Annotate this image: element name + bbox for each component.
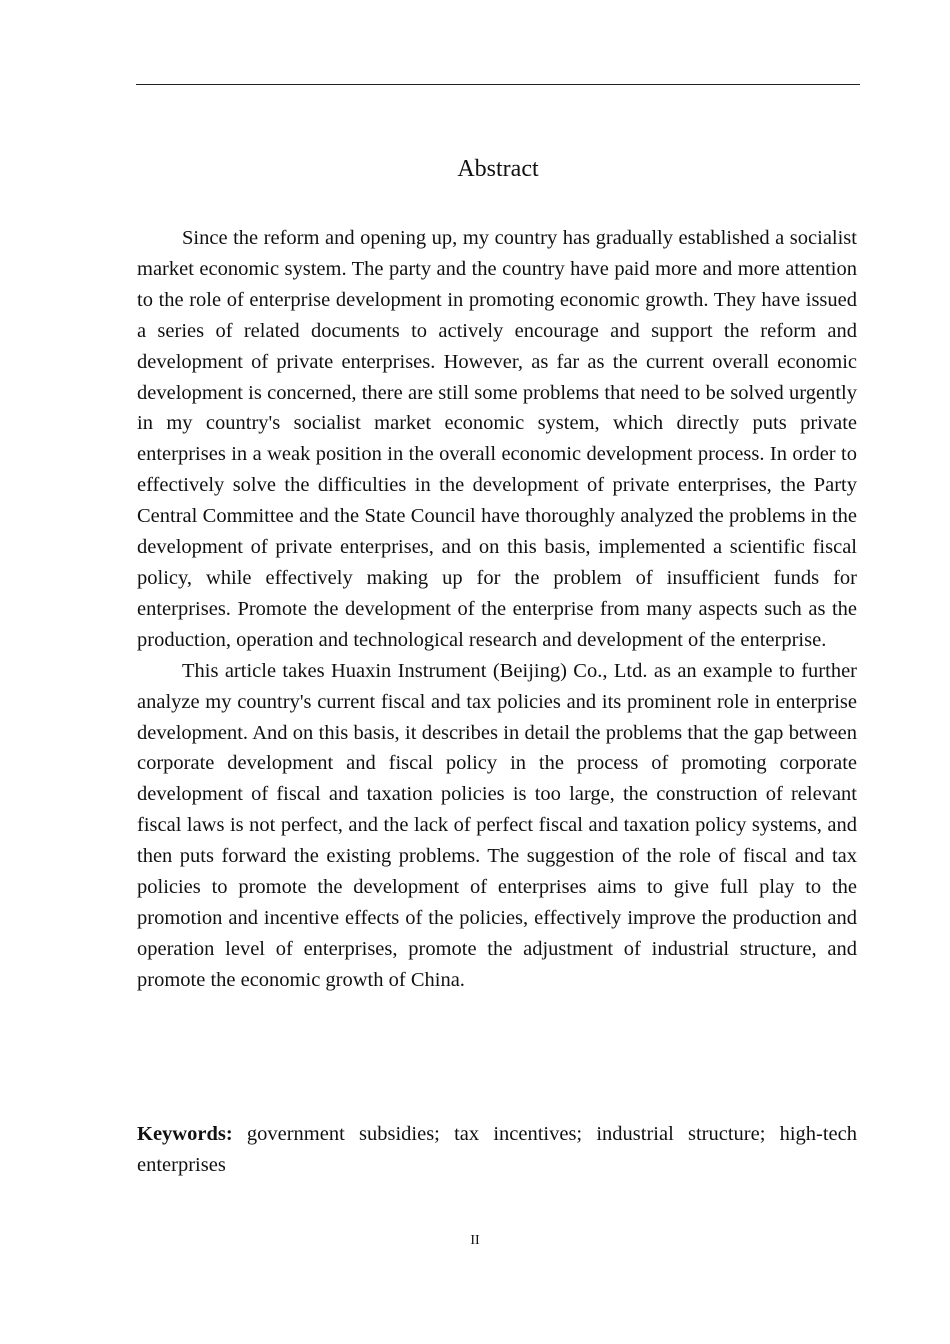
keywords-text: government subsidies; tax incentives; industrial structure; high-tech enterprises: [137, 1123, 858, 1176]
page-title: Abstract: [457, 156, 539, 182]
header-rule: [136, 84, 860, 85]
abstract-paragraph-2: This article takes Huaxin Instrument (Beijing) Co., Ltd. as an example to further analyze my country's current fiscal and tax policies and its prominent role in enterprise development. And on this basis, it describes in detail the problems that the gap between corporate development and fiscal policy in the process of promoting corporate development of fiscal and taxation policies is too large, the construction of relevant fiscal laws is not perfect, and the lack of perfect fiscal and taxation policy systems, and then puts forward the existing problems. The suggestion of the role of fiscal and tax policies to promote the development of enterprises aims to give full play to the promotion and incentive effects of the policies, effectively improve the production and operation level of enterprises, promote the adjustment of industrial structure, and promote the economic growth of China.: [137, 659, 857, 991]
keywords-section: [137, 1119, 857, 1181]
page-number: II: [470, 1233, 480, 1248]
abstract-paragraph-1: Since the reform and opening up, my country has gradually established a socialist market economic system. The party and the country have paid more and more attention to the role of enterprise development in promoting economic growth. They have issued a series of related documents to actively encourage and support the reform and development of private enterprises. However, as far as the current overall economic development is concerned, there are still some problems that need to be solved urgently in my country's socialist market economic system, which directly puts private enterprises in a weak position in the overall economic development process. In order to effectively solve the difficulties in the development of private enterprises, the Party Central Committee and the State Council have thoroughly analyzed the problems in the development of private enterprises, and on this basis, implemented a scientific fiscal policy, while effectively making up for the problem of insufficient funds for enterprises. Promote the development of the enterprise from many aspects such as the production, operation and technological research and development of the enterprise.: [137, 227, 857, 651]
abstract-body: [137, 223, 857, 996]
keywords-label: Keywords:: [137, 1123, 233, 1145]
